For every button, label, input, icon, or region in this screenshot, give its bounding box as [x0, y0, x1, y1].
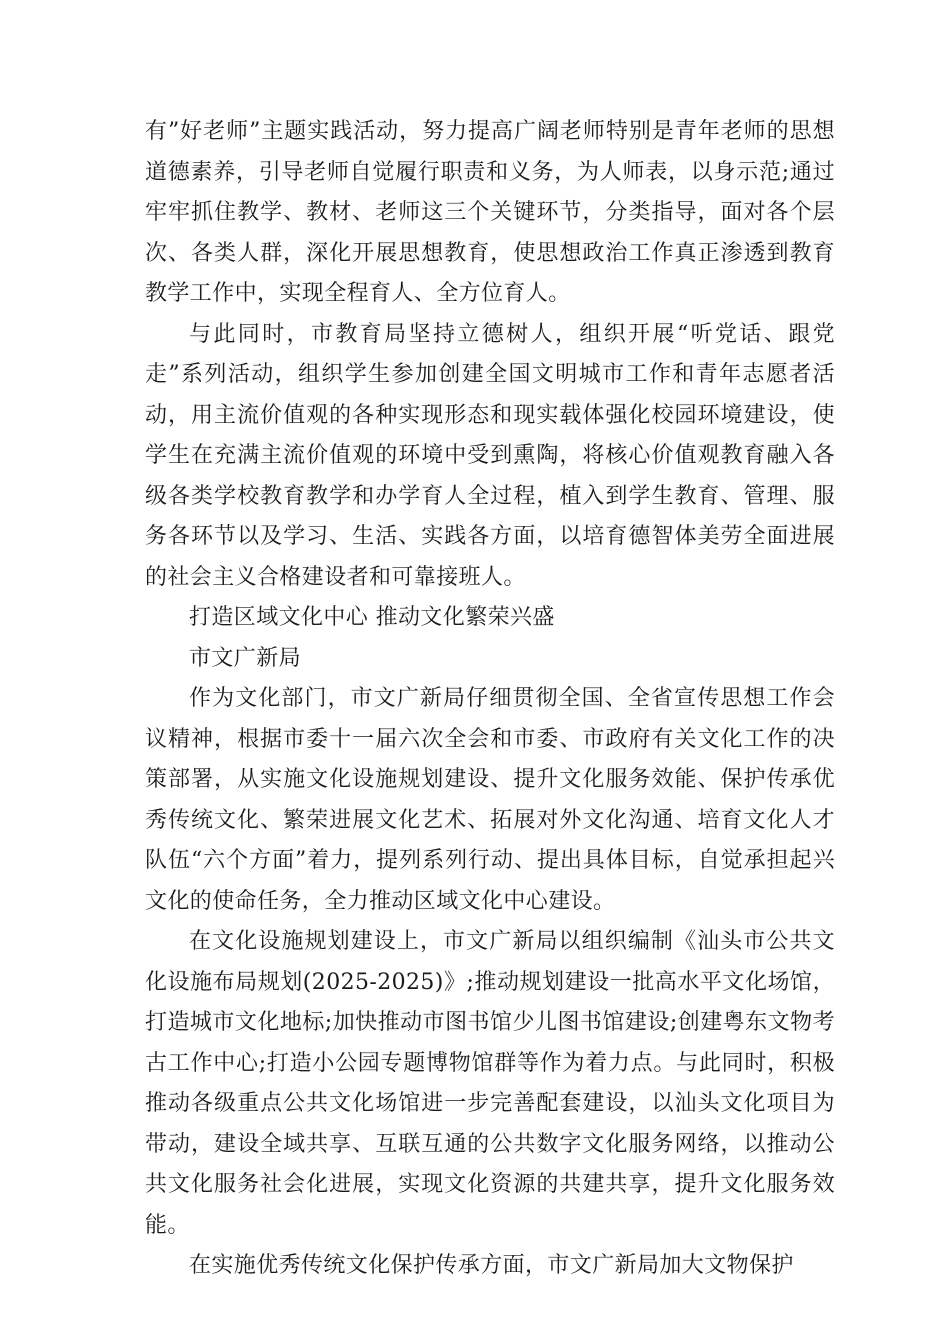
paragraph-teacher-ethics: 有”好老师”主题实践活动，努力提高广阔老师特别是青年老师的思想道德素养，引导老师自觉履行职责和义务，为人师表，以身示范;通过牢牢抓住教学、教材、老师这三个关键环节，分类指导，面对各个层次、各类人群，深化开展思想教育，使思想政治工作真正渗透到教育教学工作中，实现全程育人、全方位育人。 [145, 119, 835, 306]
paragraph-heritage-protection: 在实施优秀传统文化保护传承方面，市文广新局加大文物保护 [189, 1253, 794, 1278]
section-department: 市文广新局 [189, 645, 302, 671]
paragraph-facilities-planning: 在文化设施规划建设上，市文广新局以组织编制《汕头市公共文化设施布局规划(2025-2025)》;推动规划建设一批高水平文化场馆，打造城市文化地标;加快推动市图书馆少儿图书馆建设;创建粤东文物考古工作中心;打造小公园专题博物馆群等作为着力点。与此同时，积极推动各级重点公共文化场馆进一步完善配套建设，以汕头文化项目为带动，建设全域共享、互联互通的公共数字文化服务网络，以推动公共文化服务社会化进展，实现文化资源的共建共享，提升文化服务效能。 [145, 929, 835, 1238]
section-heading: 打造区域文化中心 推动文化繁荣兴盛 [189, 605, 555, 630]
paragraph-education-bureau: 与此同时，市教育局坚持立德树人，组织开展“听党话、跟党走”系列活动，组织学生参加创建全国文明城市工作和青年志愿者活动，用主流价值观的各种实现形态和现实载体强化校园环境建设，使学生在充满主流价值观的环境中受到熏陶，将核心价值观教育融入各级各类学校教育教学和办学育人全过程，植入到学生教育、管理、服务各环节以及学习、生活、实践各方面，以培育德智体美劳全面进展的社会主义合格建设者和可靠接班人。 [145, 321, 835, 590]
paragraph-culture-department: 作为文化部门，市文广新局仔细贯彻全国、全省宣传思想工作会议精神，根据市委十一届六次全会和市委、市政府有关文化工作的决策部署，从实施文化设施规划建设、提升文化服务效能、保护传承优秀传统文化、繁荣进展文化艺术、拓展对外文化沟通、培育文化人才队伍“六个方面”着力，提列系列行动、提出具体目标，自觉承担起兴文化的使命任务，全力推动区域文化中心建设。 [145, 686, 835, 914]
document-body [145, 112, 835, 1287]
